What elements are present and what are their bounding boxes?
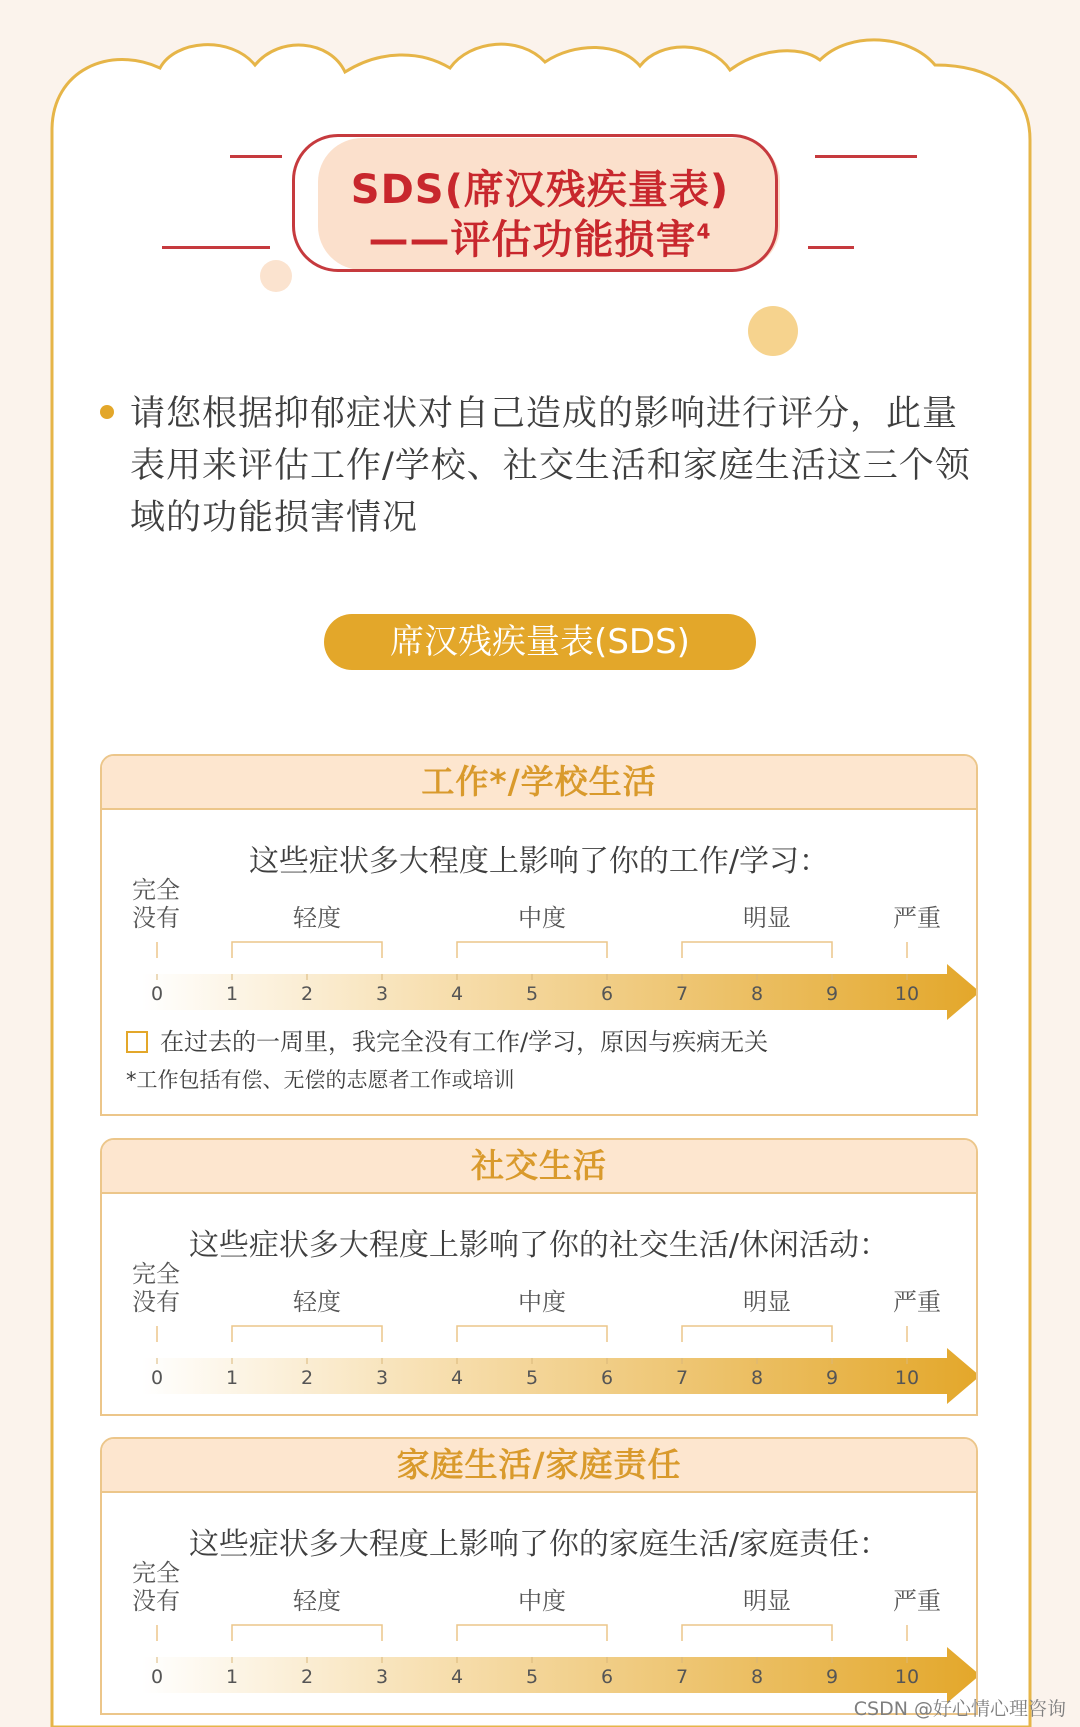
tick-label: 2 bbox=[300, 983, 314, 1005]
tick-label: 7 bbox=[675, 1367, 689, 1389]
tick-label: 4 bbox=[450, 983, 464, 1005]
checkbox[interactable] bbox=[126, 1031, 148, 1053]
decor-dot bbox=[748, 306, 798, 356]
range-bracket bbox=[457, 1326, 607, 1342]
tick-label: 9 bbox=[825, 1666, 839, 1688]
range-bracket bbox=[457, 1625, 607, 1641]
reference-number: 4 bbox=[696, 219, 712, 244]
tick-label: 8 bbox=[750, 1367, 764, 1389]
page-subtitle: ——评估功能损害$^4$ bbox=[368, 217, 712, 263]
tick-label: 1 bbox=[225, 1666, 239, 1688]
checkbox-label: 在过去的一周里，我完全没有工作/学习，原因与疾病无关 bbox=[160, 1028, 769, 1056]
decor-line bbox=[815, 155, 917, 158]
tick-label: 4 bbox=[450, 1666, 464, 1688]
label-none: 完全没有 bbox=[132, 1260, 180, 1316]
tick-label: 1 bbox=[225, 983, 239, 1005]
tick-label: 6 bbox=[600, 983, 614, 1005]
tick-label: 9 bbox=[825, 983, 839, 1005]
intro-paragraph: 请您根据抑郁症状对自己造成的影响进行评分，此量表用来评估工作/学校、社交生活和家庭生活这三个领域的功能损害情况 bbox=[130, 394, 971, 538]
label-moderate: 中度 bbox=[518, 904, 566, 932]
tick-label: 0 bbox=[150, 1367, 164, 1389]
decor-line bbox=[162, 246, 270, 249]
tick-label: 10 bbox=[894, 1666, 920, 1688]
range-bracket bbox=[682, 942, 832, 958]
scale-arrow bbox=[142, 1647, 976, 1703]
tick-label: 6 bbox=[600, 1666, 614, 1688]
scale-title-badge: 席汉残疾量表(SDS) bbox=[324, 614, 756, 670]
tick-label: 8 bbox=[750, 983, 764, 1005]
tick-label: 0 bbox=[150, 1666, 164, 1688]
range-bracket bbox=[457, 942, 607, 958]
section-heading: 工作*/学校生活 bbox=[102, 756, 976, 810]
range-bracket bbox=[232, 1326, 382, 1342]
range-bracket bbox=[682, 1326, 832, 1342]
section-heading: 社交生活 bbox=[102, 1140, 976, 1194]
section-heading: 家庭生活/家庭责任 bbox=[102, 1439, 976, 1493]
bullet-icon bbox=[100, 405, 114, 419]
tick-label: 7 bbox=[675, 983, 689, 1005]
label-severe: 严重 bbox=[893, 1587, 941, 1615]
label-moderate: 中度 bbox=[518, 1587, 566, 1615]
checkbox-row[interactable] bbox=[126, 1022, 768, 1057]
section-question: 这些症状多大程度上影响了你的家庭生活/家庭责任： bbox=[188, 1527, 890, 1562]
tick-label: 0 bbox=[150, 983, 164, 1005]
label-severe: 严重 bbox=[893, 1288, 941, 1316]
rating-scale bbox=[102, 1318, 976, 1404]
tick-label: 5 bbox=[525, 983, 539, 1005]
tick-label: 3 bbox=[375, 983, 389, 1005]
tick-label: 10 bbox=[894, 1367, 920, 1389]
section-family-life bbox=[100, 1437, 978, 1715]
tick-label: 2 bbox=[300, 1367, 314, 1389]
label-severe: 严重 bbox=[893, 904, 941, 932]
tick-label: 8 bbox=[750, 1666, 764, 1688]
scale-arrow bbox=[142, 1348, 976, 1404]
watermark: CSDN @好心情心理咨询 bbox=[853, 1698, 1066, 1720]
label-marked: 明显 bbox=[743, 904, 791, 932]
tick-label: 9 bbox=[825, 1367, 839, 1389]
label-none: 完全没有 bbox=[132, 876, 180, 932]
label-marked: 明显 bbox=[743, 1288, 791, 1316]
section-question: 这些症状多大程度上影响了你的工作/学习： bbox=[248, 844, 830, 879]
tick-label: 2 bbox=[300, 1666, 314, 1688]
section-question: 这些症状多大程度上影响了你的社交生活/休闲活动： bbox=[188, 1228, 890, 1263]
label-moderate: 中度 bbox=[518, 1288, 566, 1316]
tick-label: 3 bbox=[375, 1367, 389, 1389]
range-bracket bbox=[232, 942, 382, 958]
footnote: *工作包括有偿、无偿的志愿者工作或培训 bbox=[126, 1068, 515, 1092]
rating-scale bbox=[102, 1617, 976, 1703]
tick-label: 7 bbox=[675, 1666, 689, 1688]
tick-label: 1 bbox=[225, 1367, 239, 1389]
tick-label: 6 bbox=[600, 1367, 614, 1389]
tick-label: 5 bbox=[525, 1367, 539, 1389]
label-marked: 明显 bbox=[743, 1587, 791, 1615]
section-social-life bbox=[100, 1138, 978, 1416]
range-bracket bbox=[682, 1625, 832, 1641]
page-title: SDS(席汉残疾量表) bbox=[350, 167, 730, 213]
decor-line bbox=[230, 155, 282, 158]
decor-line bbox=[808, 246, 854, 249]
label-mild: 轻度 bbox=[293, 1288, 341, 1316]
tick-label: 3 bbox=[375, 1666, 389, 1688]
label-none: 完全没有 bbox=[132, 1559, 180, 1615]
label-mild: 轻度 bbox=[293, 1587, 341, 1615]
rating-scale bbox=[102, 934, 976, 1020]
range-bracket bbox=[232, 1625, 382, 1641]
tick-label: 4 bbox=[450, 1367, 464, 1389]
scale-arrow bbox=[142, 964, 976, 1020]
tick-label: 5 bbox=[525, 1666, 539, 1688]
label-mild: 轻度 bbox=[293, 904, 341, 932]
tick-label: 10 bbox=[894, 983, 920, 1005]
decor-dot bbox=[260, 260, 292, 292]
section-work-school bbox=[100, 754, 978, 1116]
